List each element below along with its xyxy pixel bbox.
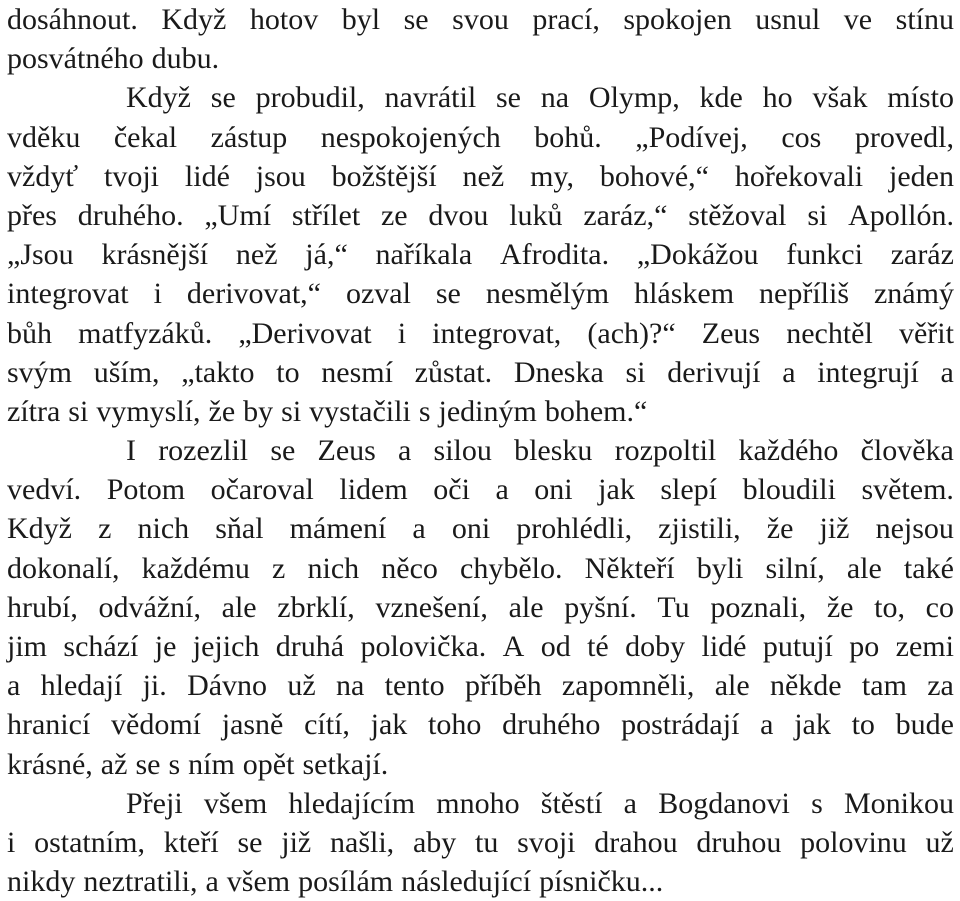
word: spokojen xyxy=(623,3,732,36)
text-line xyxy=(7,666,954,705)
word: se xyxy=(270,434,296,468)
word: kde xyxy=(699,81,743,115)
word: silní, xyxy=(765,551,825,585)
word: někde xyxy=(769,669,842,703)
word: s xyxy=(418,394,431,428)
word: Někteří xyxy=(584,551,675,585)
word: a xyxy=(760,708,774,742)
word: božštější xyxy=(331,159,437,193)
word: hořekovali xyxy=(734,159,864,193)
word: si xyxy=(807,198,828,232)
word: A xyxy=(502,630,525,663)
word: to, xyxy=(874,590,905,624)
word: a xyxy=(495,473,509,507)
word: Když xyxy=(126,81,191,115)
word: prací, xyxy=(532,3,600,36)
word: vědomí xyxy=(111,708,202,742)
word: a xyxy=(940,355,954,389)
word: posílám xyxy=(298,865,394,899)
word: střílet xyxy=(291,198,361,232)
word: dvou xyxy=(428,198,489,232)
word: Dneska xyxy=(513,355,604,389)
word: luků xyxy=(509,198,563,232)
word: dubu. xyxy=(151,42,220,76)
word: silou xyxy=(433,434,492,468)
word: hledají xyxy=(40,669,123,703)
word: „takto xyxy=(181,355,255,389)
word: a xyxy=(412,512,426,546)
word: (ach)?“ xyxy=(587,316,676,350)
word: po xyxy=(849,630,880,663)
word: se xyxy=(403,3,429,36)
word: Když xyxy=(161,3,227,36)
word: zbrklí, xyxy=(277,590,355,624)
text-line xyxy=(7,588,954,627)
word: usnul xyxy=(755,3,821,36)
word: nechtěl xyxy=(786,316,873,350)
word: tvoji xyxy=(104,159,160,193)
word: hotov xyxy=(249,3,319,36)
word: uším, xyxy=(93,355,160,389)
word: sňal xyxy=(215,512,264,546)
word: ním xyxy=(188,747,235,781)
word: se xyxy=(495,81,521,115)
word: a xyxy=(782,355,796,389)
word: ji. xyxy=(142,669,167,703)
word: písničku... xyxy=(539,865,664,899)
word: člověka xyxy=(860,434,954,468)
word: polovička. xyxy=(360,630,487,663)
word: oni xyxy=(534,473,573,507)
word: vždyť xyxy=(7,159,79,193)
text-line xyxy=(7,784,954,823)
word: svým xyxy=(7,355,73,389)
text-line xyxy=(7,392,954,431)
word: i xyxy=(397,316,407,350)
word: ale xyxy=(714,669,750,703)
word: zůstat. xyxy=(414,355,493,389)
word: doby xyxy=(625,630,686,663)
word: ozval xyxy=(345,277,411,311)
word: každého xyxy=(738,434,839,468)
text-line xyxy=(7,39,954,78)
word: hláskem xyxy=(634,277,735,311)
word: pyšní. xyxy=(564,590,637,624)
word: než xyxy=(235,238,278,272)
word: že xyxy=(766,512,794,546)
word: tento xyxy=(384,669,445,703)
word: nejsou xyxy=(875,512,954,546)
word: hrubí, xyxy=(7,590,78,624)
word: posvátného xyxy=(7,42,144,76)
word: já,“ xyxy=(305,238,348,272)
word: krásnější xyxy=(101,238,209,272)
word: štěstí xyxy=(540,786,603,820)
word: vystačili xyxy=(309,394,411,428)
text-line xyxy=(7,862,954,901)
word: integrovat xyxy=(7,277,129,311)
text-line xyxy=(7,705,954,744)
word: druhou xyxy=(696,825,782,859)
word: nesmí xyxy=(321,355,393,389)
word: zítra xyxy=(7,394,61,428)
word: Monikou xyxy=(843,786,954,820)
word: to xyxy=(851,708,875,742)
word: putují xyxy=(762,630,833,663)
word: byl xyxy=(341,3,381,36)
word: věřit xyxy=(898,316,954,350)
word: opět xyxy=(242,747,295,781)
word: a xyxy=(7,669,21,703)
word: dokonalí, xyxy=(7,551,120,585)
text-line xyxy=(7,118,954,157)
word: bloudili xyxy=(742,473,836,507)
word: neztratili, xyxy=(83,865,198,899)
word: však xyxy=(812,81,868,115)
word: bohů. xyxy=(534,120,602,154)
word: lidé xyxy=(184,159,230,193)
word: cítí, xyxy=(304,708,350,742)
word: hranicí xyxy=(7,708,91,742)
text-line xyxy=(7,431,954,470)
word: i xyxy=(7,825,16,859)
word: lidem xyxy=(339,473,408,507)
word: toho xyxy=(428,708,482,742)
word: si xyxy=(625,355,646,389)
word: mámení xyxy=(289,512,387,546)
word: poznali, xyxy=(710,590,807,624)
word: svou xyxy=(452,3,509,36)
word: provedl, xyxy=(854,120,954,154)
word: světem. xyxy=(861,473,954,507)
word: Zeus xyxy=(317,434,376,468)
word: dosáhnout. xyxy=(7,3,138,36)
word: prohlédli, xyxy=(516,512,633,546)
word: každému xyxy=(141,551,250,585)
text-line xyxy=(7,78,954,117)
word: všem xyxy=(226,865,291,899)
word: nikdy xyxy=(7,865,76,899)
word: jsou xyxy=(255,159,306,193)
word: schází xyxy=(63,630,139,663)
word: ostatním, xyxy=(34,825,145,859)
word: ho xyxy=(762,81,793,115)
word: se xyxy=(210,81,236,115)
word: našli, xyxy=(330,825,395,859)
word: Apollón. xyxy=(848,198,954,232)
word: setkají. xyxy=(302,747,389,781)
word: to xyxy=(276,355,300,389)
word: jak xyxy=(370,708,408,742)
word: je xyxy=(154,630,177,663)
text-line xyxy=(7,314,954,353)
word: derivují xyxy=(667,355,761,389)
word: odvážní, xyxy=(98,590,201,624)
word: Přeji xyxy=(126,786,183,820)
word: zaráz,“ xyxy=(583,198,668,232)
word: vznešení, xyxy=(375,590,488,624)
word: polovinu xyxy=(800,825,907,859)
word: čekal xyxy=(113,120,178,154)
word: stínu xyxy=(895,3,954,36)
word: aby xyxy=(412,825,457,859)
word: kteří xyxy=(163,825,219,859)
word: již xyxy=(281,825,312,859)
word: chybělo. xyxy=(460,551,563,585)
word: I xyxy=(126,434,136,468)
word: cos xyxy=(781,120,822,154)
text-line xyxy=(7,549,954,588)
word: tu xyxy=(475,825,499,859)
word: přes xyxy=(7,198,57,232)
word: ale xyxy=(508,590,544,624)
word: na xyxy=(336,669,365,703)
word: se xyxy=(135,747,161,781)
word: postrádají xyxy=(621,708,740,742)
text-line xyxy=(7,0,954,39)
word: derivovat,“ xyxy=(186,277,321,311)
word: následující xyxy=(401,865,532,899)
text-line xyxy=(7,823,954,862)
text-line xyxy=(7,627,954,666)
word: zástup xyxy=(210,120,288,154)
word: jeden xyxy=(889,159,954,193)
word: něco xyxy=(381,551,438,585)
word: funkci xyxy=(786,238,863,272)
word: jim xyxy=(7,630,48,663)
word: Afrodita. xyxy=(499,238,610,272)
word: Když xyxy=(7,512,72,546)
word: na xyxy=(540,81,570,115)
word: se xyxy=(435,277,461,311)
word: očaroval xyxy=(210,473,314,507)
text-line xyxy=(7,745,954,784)
word: Tu xyxy=(657,590,690,624)
word: integrovat, xyxy=(432,316,562,350)
word: vděku xyxy=(7,120,81,154)
word: „Podívej, xyxy=(635,120,748,154)
text-line xyxy=(7,509,954,548)
word: Olymp, xyxy=(588,81,680,115)
word: si xyxy=(281,394,302,428)
word: oni xyxy=(451,512,491,546)
word: až xyxy=(100,747,128,781)
word: ze xyxy=(380,198,408,232)
word: rozpoltil xyxy=(614,434,717,468)
word: se xyxy=(237,825,263,859)
word: blesku xyxy=(514,434,593,468)
word: si xyxy=(68,394,89,428)
word: zjistili, xyxy=(658,512,741,546)
word: mnoho xyxy=(436,786,520,820)
text-line xyxy=(7,470,954,509)
word: že xyxy=(208,394,236,428)
word: krásné, xyxy=(7,747,93,781)
word: nich xyxy=(137,512,190,546)
word: „Dokážou xyxy=(636,238,759,272)
word: nich xyxy=(307,551,360,585)
word: oči xyxy=(433,473,470,507)
word: probudil, xyxy=(255,81,365,115)
word: za xyxy=(927,669,954,703)
word: jasně xyxy=(221,708,284,742)
word: zemi xyxy=(895,630,954,663)
word: bohem.“ xyxy=(544,394,648,428)
word: svoji xyxy=(517,825,576,859)
word: že xyxy=(826,590,854,624)
word: i xyxy=(153,277,162,311)
word: s xyxy=(168,747,181,781)
word: a xyxy=(205,865,219,899)
word: Dávno xyxy=(187,669,268,703)
word: a xyxy=(398,434,412,468)
word: Zeus xyxy=(701,316,761,350)
word: hledajícím xyxy=(288,786,416,820)
word: jak xyxy=(598,473,635,507)
word: naříkala xyxy=(375,238,473,272)
word: také xyxy=(903,551,954,585)
word: bohové,“ xyxy=(599,159,709,193)
word: nesmělým xyxy=(485,277,610,311)
word: druhého xyxy=(502,708,601,742)
word: zapomněli, xyxy=(561,669,695,703)
word: Potom xyxy=(106,473,186,507)
word: vedví. xyxy=(7,473,82,507)
word: a xyxy=(623,786,637,820)
word: ale xyxy=(846,551,882,585)
document-page xyxy=(7,0,954,901)
word: už xyxy=(925,825,954,859)
text-line xyxy=(7,274,954,313)
word: z xyxy=(272,551,286,585)
word: druhého. xyxy=(77,198,184,232)
word: druhá xyxy=(275,630,345,663)
word: nespokojených xyxy=(320,120,501,154)
word: už xyxy=(287,669,316,703)
word: tam xyxy=(861,669,907,703)
word: matfyzáků. xyxy=(78,316,213,350)
word: „Derivovat xyxy=(238,316,372,350)
word: integrují xyxy=(817,355,919,389)
text-line xyxy=(7,196,954,235)
word: Bogdanovi xyxy=(658,786,790,820)
word: „Jsou xyxy=(7,238,74,272)
word: byli xyxy=(696,551,744,585)
word: známý xyxy=(873,277,954,311)
word: jak xyxy=(794,708,831,742)
word: slepí xyxy=(660,473,718,507)
word: bude xyxy=(895,708,954,742)
word: té xyxy=(587,630,609,663)
word: vymyslí, xyxy=(96,394,201,428)
word: ale xyxy=(221,590,257,624)
word: z xyxy=(98,512,112,546)
word: rozezlil xyxy=(158,434,249,468)
word: ve xyxy=(843,3,873,36)
word: již xyxy=(819,512,850,546)
word: jejich xyxy=(192,630,260,663)
word: s xyxy=(811,786,823,820)
word: bůh xyxy=(7,316,52,350)
word: „Umí xyxy=(204,198,272,232)
word: místo xyxy=(887,81,954,115)
word: co xyxy=(925,590,954,624)
word: navrátil xyxy=(384,81,477,115)
word: příběh xyxy=(464,669,542,703)
word: nepříliš xyxy=(759,277,850,311)
word: jediným xyxy=(438,394,537,428)
word: od xyxy=(540,630,571,663)
text-line xyxy=(7,235,954,274)
text-line xyxy=(7,353,954,392)
word: drahou xyxy=(594,825,678,859)
word: lidé xyxy=(701,630,747,663)
word: než xyxy=(462,159,505,193)
word: by xyxy=(243,394,274,428)
word: stěžoval xyxy=(688,198,787,232)
text-line xyxy=(7,157,954,196)
word: my, xyxy=(530,159,574,193)
word: všem xyxy=(203,786,268,820)
word: zaráz xyxy=(890,238,954,272)
